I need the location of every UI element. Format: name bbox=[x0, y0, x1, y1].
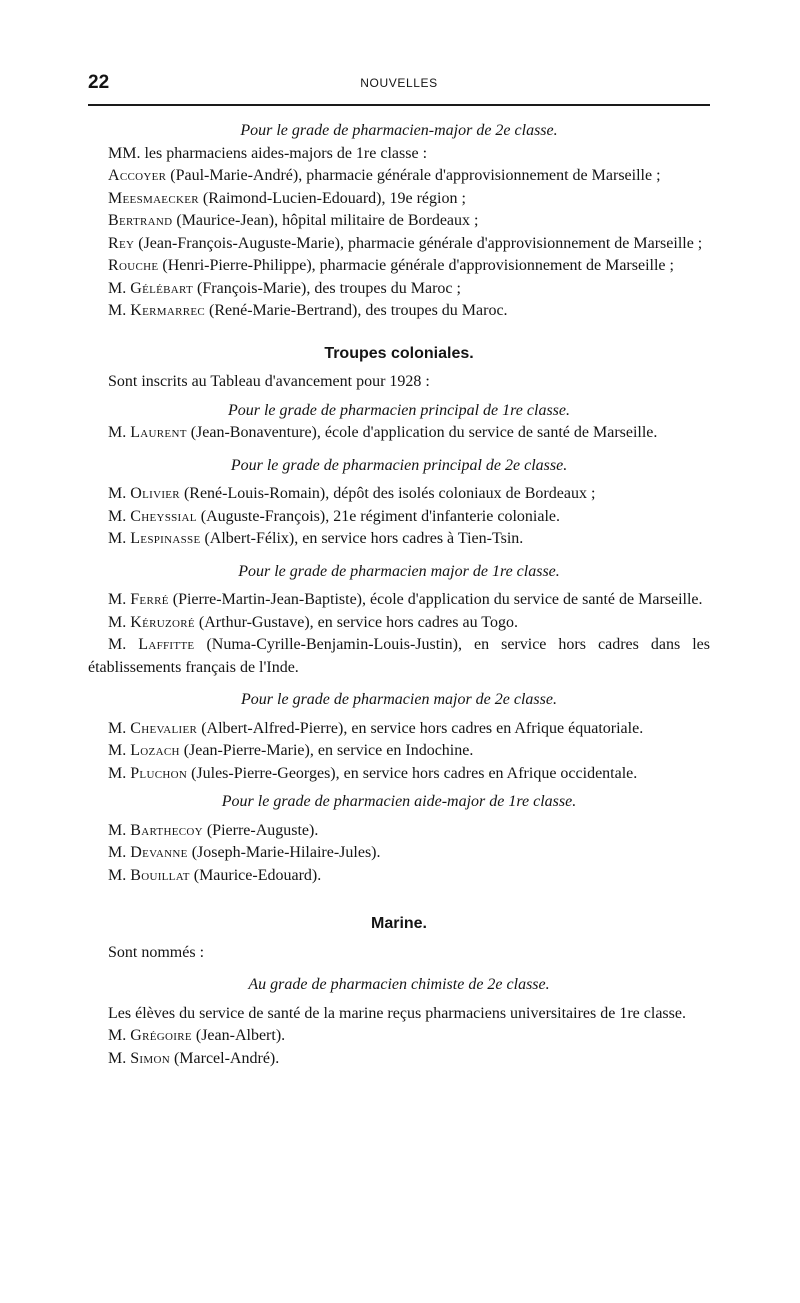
list-item bbox=[88, 210, 710, 233]
paragraph: MM. les pharmaciens aides-majors de 1re classe : bbox=[108, 144, 428, 162]
running-head: NOUVELLES bbox=[360, 76, 438, 90]
list-item bbox=[88, 188, 710, 211]
surname: Kéruzoré bbox=[130, 613, 195, 631]
grade-heading: Pour le grade de pharmacien aide-major de 1re classe. bbox=[221, 793, 577, 810]
entry-text: (Arthur-Gustave), en service hors cadres au Togo. bbox=[194, 613, 518, 631]
surname: Bertrand bbox=[108, 212, 173, 229]
surname: Accoyer bbox=[108, 167, 167, 184]
surname: Grégoire bbox=[130, 1027, 192, 1044]
surname: Barthecoy bbox=[130, 821, 203, 839]
entry-text: (Jean-Bonaventure), école d'application du service de santé de Marseille. bbox=[186, 424, 658, 441]
list-item bbox=[88, 589, 710, 612]
list-item bbox=[88, 528, 710, 551]
list-item bbox=[88, 506, 710, 529]
surname: Simon bbox=[130, 1049, 170, 1067]
honorific: M. bbox=[108, 507, 131, 525]
entry-text: (René-Marie-Bertrand), des troupes du Maroc. bbox=[205, 302, 508, 319]
entry-text: (Albert-Alfred-Pierre), en service hors cadres en Afrique équatoriale. bbox=[197, 719, 644, 737]
surname: Devanne bbox=[130, 844, 188, 861]
list-item bbox=[88, 300, 710, 323]
honorific: M. bbox=[108, 636, 139, 653]
list-item bbox=[88, 740, 710, 763]
list-item bbox=[88, 1048, 710, 1071]
surname: Rey bbox=[108, 234, 135, 252]
surname: Rouche bbox=[108, 257, 159, 274]
paragraph: Sont nommés : bbox=[108, 943, 205, 961]
grade-heading: Pour le grade de pharmacien principal de 2e classe. bbox=[230, 456, 568, 474]
honorific: M. bbox=[108, 424, 131, 441]
entry-text: (Henri-Pierre-Philippe), pharmacie générale d'approvisionnement de Marseille ; bbox=[158, 257, 674, 274]
honorific: M. bbox=[108, 844, 131, 861]
list-item bbox=[88, 842, 710, 865]
surname: Laffitte bbox=[138, 636, 195, 653]
list-item bbox=[88, 233, 710, 256]
header-rule bbox=[88, 104, 710, 106]
grade-heading: Au grade de pharmacien chimiste de 2e classe. bbox=[248, 976, 550, 993]
honorific: M. bbox=[108, 821, 131, 839]
grade-heading: Pour le grade de pharmacien principal de 1re classe. bbox=[227, 401, 570, 419]
surname: Lespinasse bbox=[130, 530, 201, 547]
surname: Laurent bbox=[130, 424, 187, 441]
honorific: M. bbox=[108, 591, 131, 608]
paragraph: Les élèves du service de santé de la marine reçus pharmaciens universitaires de 1re classe. bbox=[108, 1004, 686, 1022]
list-item bbox=[88, 820, 710, 843]
entry-text: (Albert-Félix), en service hors cadres à Tien-Tsin. bbox=[200, 530, 524, 547]
list-item bbox=[88, 1025, 710, 1048]
honorific: M. bbox=[108, 742, 131, 759]
entry-text: (Marcel-André). bbox=[169, 1049, 280, 1067]
entry-text: (Pierre-Martin-Jean-Baptiste), école d'application du service de santé de Marseille. bbox=[168, 591, 703, 608]
paragraph: Sont inscrits au Tableau d'avancement pour 1928 : bbox=[108, 373, 430, 390]
section-heading: Troupes coloniales. bbox=[324, 344, 474, 362]
list-item bbox=[88, 422, 710, 445]
entry-text: (Maurice-Edouard). bbox=[189, 866, 322, 884]
entry-text: (Raimond-Lucien-Edouard), 19e région ; bbox=[198, 189, 466, 207]
entry-text: (Paul-Marie-André), pharmacie générale d'approvisionnement de Marseille ; bbox=[166, 167, 661, 184]
grade-heading: Pour le grade de pharmacien major de 1re classe. bbox=[238, 562, 560, 580]
section-heading: Marine. bbox=[370, 915, 427, 932]
honorific: M. bbox=[108, 302, 131, 319]
honorific: M. bbox=[108, 764, 131, 782]
honorific: M. bbox=[108, 719, 131, 737]
page-number: 22 bbox=[88, 72, 110, 93]
surname: Ferré bbox=[130, 591, 169, 608]
surname: Olivier bbox=[130, 485, 180, 502]
entry-text: (Jean-François-Auguste-Marie), pharmacie générale d'approvisionnement de Marseille ; bbox=[134, 234, 703, 252]
entry-text: (Numa-Cyrille-Benjamin-Louis-Justin), en service hors cadres dans les établissements français de l'Inde. bbox=[88, 636, 710, 676]
honorific: M. bbox=[108, 1027, 131, 1044]
honorific: M. bbox=[108, 1049, 131, 1067]
surname: Chevalier bbox=[130, 719, 198, 737]
surname: Meesmaecker bbox=[108, 189, 199, 207]
entry-text: (Jean-Pierre-Marie), en service en Indochine. bbox=[179, 742, 474, 759]
page-header bbox=[88, 72, 710, 106]
honorific: M. bbox=[108, 279, 131, 297]
list-item bbox=[88, 718, 710, 741]
entry-text: (Maurice-Jean), hôpital militaire de Bordeaux ; bbox=[172, 212, 479, 229]
list-item bbox=[88, 763, 710, 786]
entry-text: (Pierre-Auguste). bbox=[202, 821, 319, 839]
list-item bbox=[88, 865, 710, 888]
entry-text: (François-Marie), des troupes du Maroc ; bbox=[193, 279, 461, 297]
honorific: M. bbox=[108, 613, 131, 631]
surname: Lozach bbox=[130, 742, 180, 759]
entry-text: (Jean-Albert). bbox=[191, 1027, 286, 1044]
list-item bbox=[88, 255, 710, 278]
entry-text: (René-Louis-Romain), dépôt des isolés coloniaux de Bordeaux ; bbox=[179, 485, 596, 502]
list-item bbox=[88, 612, 710, 635]
grade-heading: Pour le grade de pharmacien-major de 2e classe. bbox=[240, 122, 558, 139]
list-item bbox=[88, 278, 710, 301]
list-item bbox=[88, 483, 710, 506]
entry-text: (Jules-Pierre-Georges), en service hors cadres en Afrique occidentale. bbox=[187, 764, 638, 782]
surname: Kermarrec bbox=[130, 302, 205, 319]
grade-heading: Pour le grade de pharmacien major de 2e classe. bbox=[241, 691, 557, 708]
entry-text: (Auguste-François), 21e régiment d'infanterie coloniale. bbox=[196, 507, 560, 525]
surname: Bouillat bbox=[130, 866, 190, 884]
list-item bbox=[88, 634, 710, 679]
honorific: M. bbox=[108, 485, 131, 502]
document-body bbox=[88, 120, 710, 1070]
entry-text: (Joseph-Marie-Hilaire-Jules). bbox=[187, 844, 381, 861]
list-item bbox=[88, 165, 710, 188]
surname: Cheyssial bbox=[130, 507, 197, 525]
surname: Pluchon bbox=[130, 764, 188, 782]
honorific: M. bbox=[108, 866, 131, 884]
surname: Gélébart bbox=[130, 279, 194, 297]
honorific: M. bbox=[108, 530, 131, 547]
